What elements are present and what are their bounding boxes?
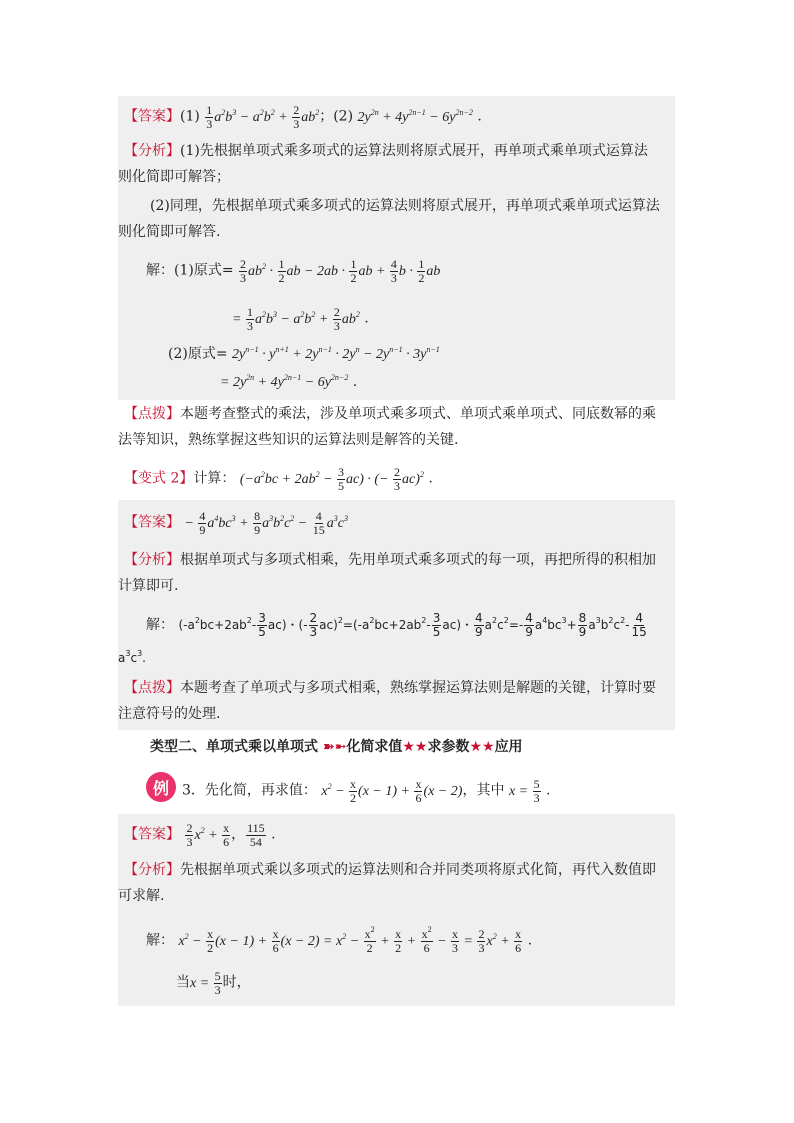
q1-solution-line2: = $\frac{1}{3}$ $a^2b^3 - a^2b^2$ + $\frac{2}{3}$ $ab^2$ .	[232, 305, 369, 333]
variant2-question: 【变式 2】计算： ($-a^2bc + 2ab^2$ − $\frac{3}{5}$ ac) · (− $\frac{2}{3}$ ac)$^2$ .	[124, 465, 433, 493]
q1-tip-line2: 法等知识，熟练掌握这些知识的运算法则是解答的关键.	[118, 432, 459, 448]
q1-answer-line: 【答案】(1) $\frac{1}{3}$ $a^2b^3 - a^2b^2$ + $\frac{2}{3}$ $ab^2$；(2) $2y^{2n} + 4y^{2n-1} - 6y^{2n-2}$ .	[124, 103, 482, 131]
variant2-tip-line2: 注意符号的处理.	[118, 706, 221, 722]
variant2-analysis-line1: 【分析】根据单项式与多项式相乘，先用单项式乘多项式的每一项，再把所得的积相加	[124, 552, 656, 568]
q1-solution-line1: 解：(1)原式= $\frac{2}{3}$ $ab^2$ · $\frac{1}{2}$ ab − 2ab · $\frac{1}{2}$ ab + $\frac{4}{3}$ b · $\frac{1}{2}$ ab	[146, 257, 441, 285]
q1-analysis-line4: 则化简即可解答.	[118, 224, 221, 240]
answer-tag: 【答案】	[124, 108, 180, 125]
q1-solution-line4: = $2y^{2n} + 4y^{2n-1} - 6y^{2n-2}$ .	[220, 373, 358, 390]
section-heading: 类型二、单项式乘以单项式 ➽➼化简求值★★求参数★★应用	[150, 739, 523, 755]
example3-question: 3．先化简，再求值： $x^2$ − $\frac{x}{2}$ (x − 1) + $\frac{x}{6}$ (x − 2)，其中 x = $\frac{5}{3}$ .	[182, 777, 551, 805]
variant2-solution-line2: $a^3c^3$.	[118, 649, 146, 665]
star-icon: ★★	[469, 739, 495, 755]
variant2-solution-line1: 解： ($-a^2bc+2ab^2-$ $\frac{3}{5}$ ac)・(- $\frac{2}{3}$ $ac)^2=(-a^2bc+2ab^2-$ $\frac{3}{5}$ ac)・ $\frac{4}{9}$ $a^2c^2=-$ $\frac{4}{9}$ $a^4bc^3+$ $\frac{8}{9}$ $a^3b^2c^2-$ $\frac{4}{15}$	[146, 611, 647, 639]
example3-solution-line1: 解： $x^2$ − $\frac{x}{2}$ (x − 1) + $\frac{x}{6}$ $(x - 2) = x^2$ − $\frac{x^2}{2}$ + $\frac{x}{2}$ + $\frac{x^2}{6}$ − $\frac{x}{3}$ = $\frac{2}{3}$ $x^2$ + $\frac{x}{6}$ .	[146, 925, 533, 955]
variant2-analysis-line2: 计算即可.	[118, 578, 179, 594]
variant2-tip-line1: 【点拨】本题考查了单项式与多项式相乘，熟练掌握运算法则是解题的关键，计算时要	[124, 680, 656, 696]
example3-analysis-line1: 【分析】先根据单项式乘以多项式的运算法则和合并同类项将原式化简，再代入数值即	[124, 862, 656, 878]
q1-answer-expr1: $\frac{1}{3}$ $a^2b^3 - a^2b^2$ + $\frac{2}{3}$ $ab^2$	[206, 103, 320, 131]
q1-solution-line3: (2)原式= $2y^{n-1} \cdot y^{n+1} + 2y^{n-1} \cdot 2y^n - 2y^{n-1} \cdot 3y^{n-1}$	[168, 345, 440, 362]
star-icon: ★★	[402, 739, 428, 755]
q1-tip-line1: 【点拨】本题考查整式的乘法，涉及单项式乘多项式、单项式乘单项式、同底数幂的乘	[124, 406, 656, 422]
example3-analysis-line2: 可求解.	[118, 888, 165, 904]
example3-answer-line: 【答案】 $\frac{2}{3}$ $x^2$ + $\frac{x}{6}$ ， $\frac{115}{54}$ .	[124, 821, 276, 849]
example3-solution-line2: 当x = $\frac{5}{3}$ 时，	[176, 969, 251, 997]
variant2-answer-line: 【答案】 − $\frac{4}{9}$ $a^4bc^3$ + $\frac{8}{9}$ $a^3b^2c^2$ − $\frac{4}{15}$ $a^3c^3$	[124, 509, 348, 537]
q1-analysis-line2: 则化简即可解答；	[118, 169, 230, 185]
double-arrow-icon: ➽➼	[322, 739, 347, 755]
q1-analysis-line1: 【分析】(1)先根据单项式乘多项式的运算法则将原式展开，再单项式乘单项式运算法	[124, 143, 648, 159]
example-badge: 例	[146, 772, 176, 802]
q1-answer-expr2: $2y^{2n} + 4y^{2n-1} - 6y^{2n-2}$	[357, 107, 473, 125]
q1-analysis-line3: (2)同理，先根据单项式乘多项式的运算法则将原式展开，再单项式乘单项式运算法	[150, 198, 660, 214]
